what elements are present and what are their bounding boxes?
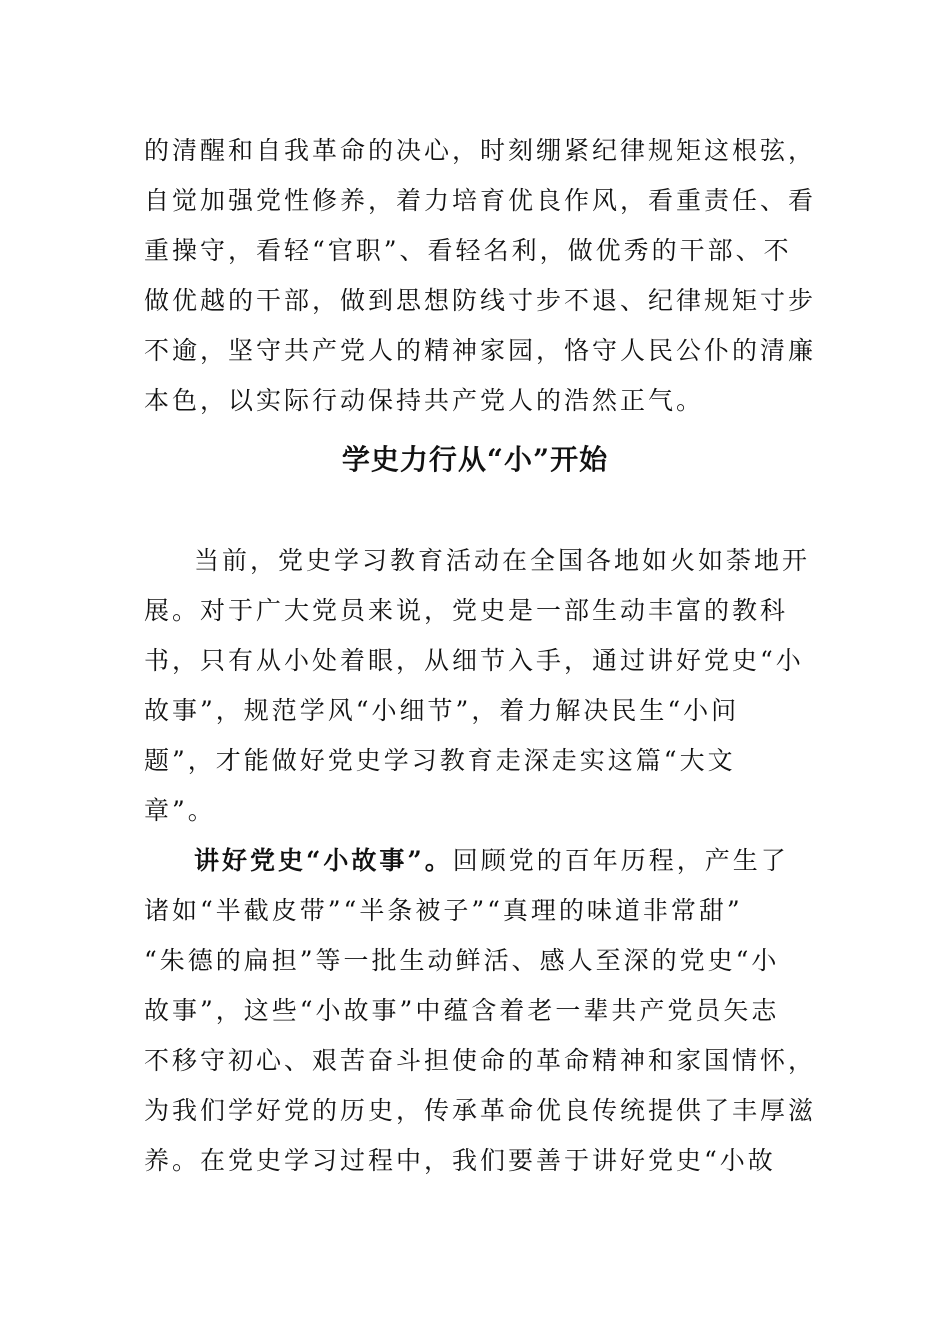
paragraph2-lead-heading: 讲好党史“小故事”。 xyxy=(194,846,453,875)
continuation-line-3: 重操守，看轻“官职”、看轻名利，做优秀的干部、不 xyxy=(144,236,792,265)
continuation-line-1: 的清醒和自我革命的决心，时刻绷紧纪律规矩这根弦， xyxy=(144,136,817,165)
section-title: 学史力行从“小”开始 xyxy=(341,443,609,476)
paragraph2-line-5: 不移守初心、艰苦奋斗担使命的革命精神和家国情怀， xyxy=(144,1046,817,1075)
paragraph1-line-4: 故事”，规范学风“小细节”，着力解决民生“小问 xyxy=(144,696,740,725)
paragraph2-line-3: “朱德的扁担”等一批生动鲜活、感人至深的党史“小 xyxy=(144,946,780,975)
continuation-line-5: 不逾，坚守共产党人的精神家园，恪守人民公仆的清廉 xyxy=(144,336,817,365)
paragraph2-line-4: 故事”，这些“小故事”中蕴含着老一辈共产党员矢志 xyxy=(144,996,780,1025)
paragraph2-line-6: 为我们学好党的历史，传承革命优良传统提供了丰厚滋 xyxy=(144,1096,817,1125)
continuation-line-4: 做优越的干部，做到思想防线寸步不退、纪律规矩寸步 xyxy=(144,286,817,315)
paragraph2-first-line-text: 回顾党的百年历程，产生了 xyxy=(452,846,789,875)
paragraph2-line-7: 养。在党史学习过程中，我们要善于讲好党史“小故 xyxy=(144,1146,776,1175)
continuation-line-2: 自觉加强党性修养，着力培育优良作风，看重责任、看 xyxy=(144,186,817,215)
paragraph2-line-2: 诸如“半截皮带”“半条被子”“真理的味道非常甜” xyxy=(144,896,743,925)
paragraph1-line-2: 展。对于广大党员来说，党史是一部生动丰富的教科 xyxy=(144,596,789,625)
paragraph1-line-6: 章”。 xyxy=(144,796,216,825)
paragraph1-line-1: 当前，党史学习教育活动在全国各地如火如荼地开 xyxy=(194,546,811,575)
paragraph2-line-1 xyxy=(194,846,789,876)
continuation-line-6: 本色，以实际行动保持共产党人的浩然正气。 xyxy=(144,386,705,415)
paragraph1-line-3: 书，只有从小处着眼，从细节入手，通过讲好党史“小 xyxy=(144,646,804,675)
paragraph1-line-5: 题”，才能做好党史学习教育走深走实这篇“大文 xyxy=(144,746,736,775)
